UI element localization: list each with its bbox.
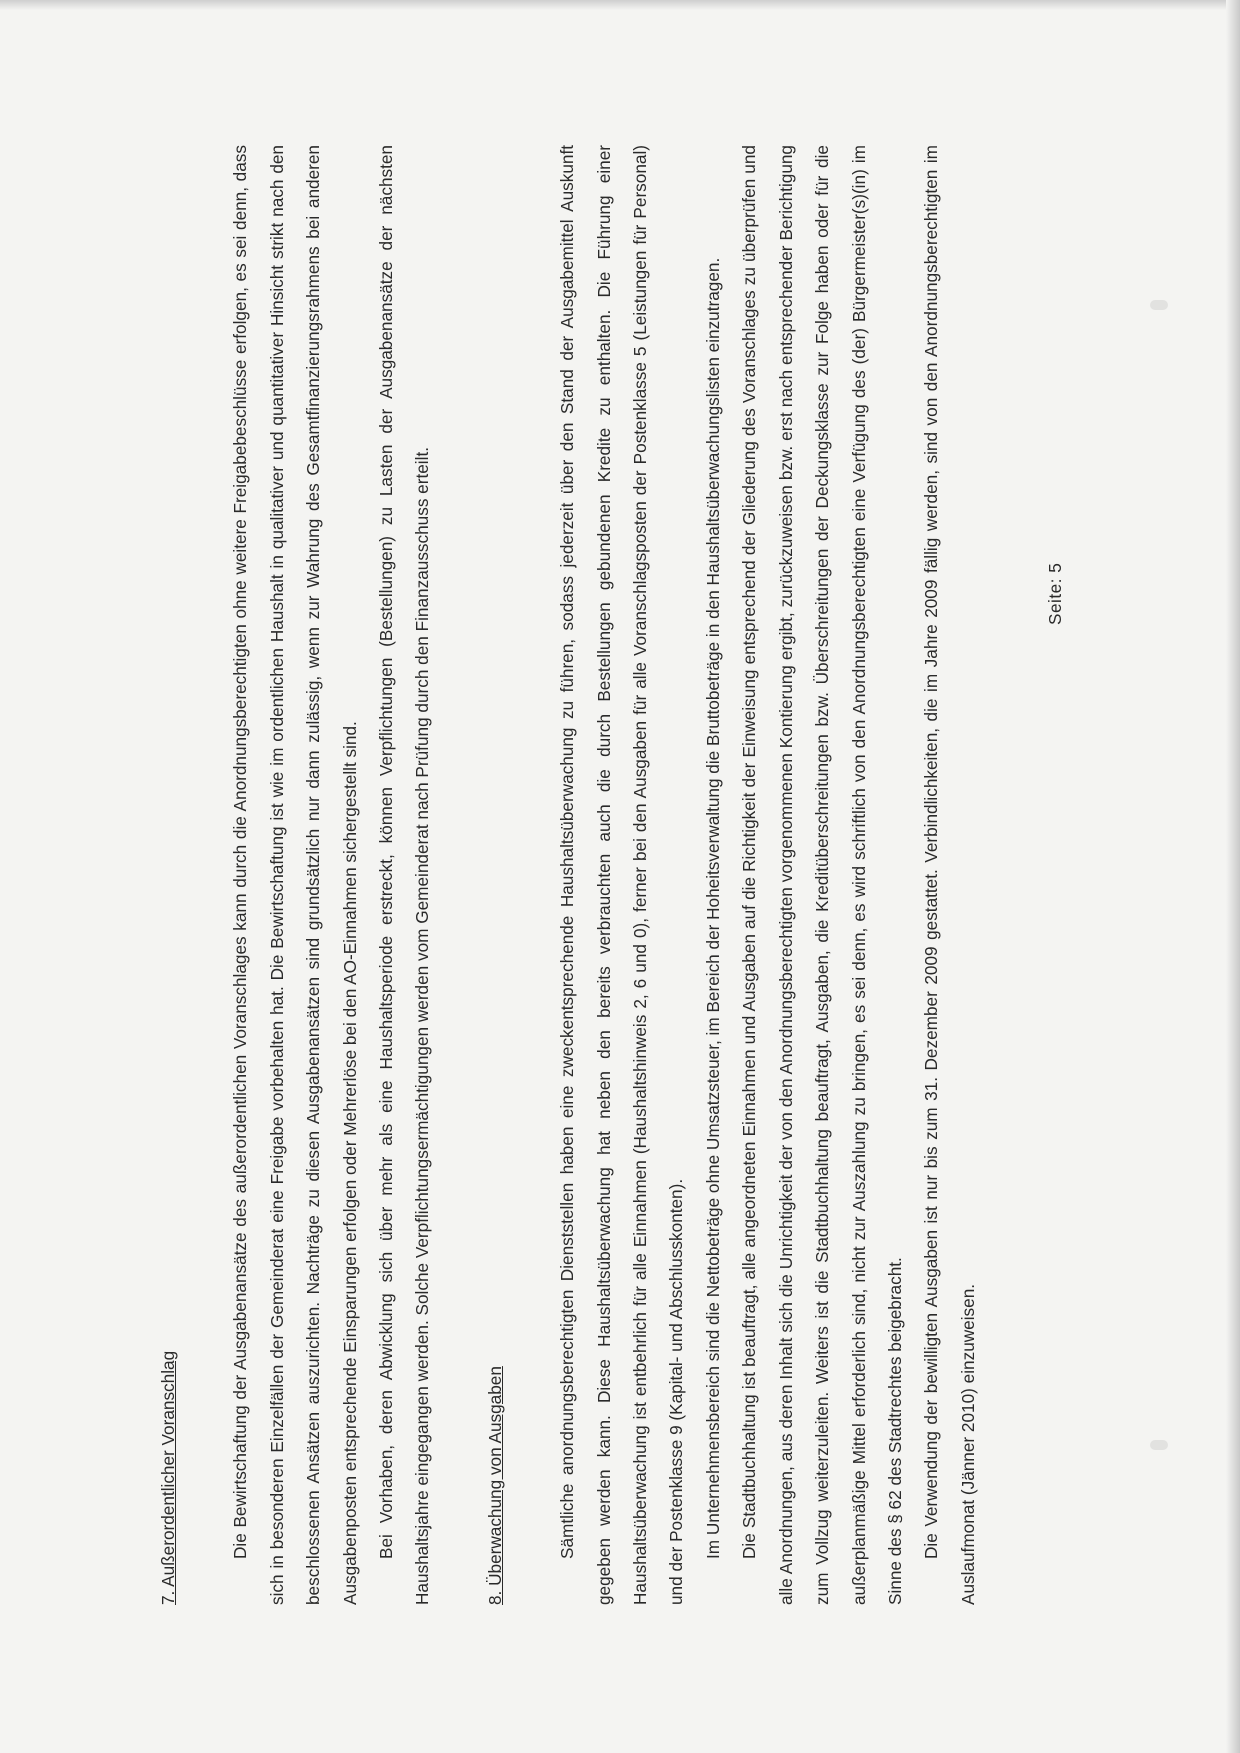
paragraph: Die Bewirtschaftung der Ausgabenansätze des außerordentlichen Voranschlages kann durch die Anordnungsberechtigten ohne weitere Freigabebeschlüsse erfolgen, es sei denn, dass sich in besonderen Einzelfällen der Gemeinderat eine Freigabe vorbehalten hat. Die Bewirtschaftung ist wie im ordentlichen Haushalt in qualitativer und quantitativer Hinsicht strikt nach den beschlossenen Ansätzen auszurichten. Nachträge zu diesen Ausgabenansätzen sind grundsätzlich nur dann zulässig, wenn zur Wahrung des Gesamtfinanzierungsrahmens bei anderen Ausgabenposten entsprechende Einsparungen erfolgen oder Mehrerlöse bei den AO-Einnahmen sichergestellt sind. [230, 145, 360, 1605]
paragraph: Sämtliche anordnungsberechtigten Dienststellen haben eine zweckentsprechende Haushaltsüberwachung zu führen, sodass jederzeit über den Stand der Ausgabemittel Auskunft gegeben werden kann. Diese Haushaltsüberwachung hat neben den bereits verbrauchten auch die durch Bestellungen gebundenen Kredite zu enthalten. Die Führung einer Haushaltsüberwachung ist entbehrlich für alle Einnahmen (Haushaltshinweis 2, 6 und 0), ferner bei den Ausgaben für alle Voranschlagsposten der Postenklasse 5 (Leistungen für Personal) und der Postenklasse 9 (Kapital- und Abschlusskonten). [557, 145, 687, 1605]
paragraph: Die Stadtbuchhaltung ist beauftragt, alle angeordneten Einnahmen und Ausgaben auf die Richtigkeit der Einweisung entsprechend der Gliederung des Voranschlages zu überprüfen und alle Anordnungen, aus deren Inhalt sich die Unrichtigkeit der von den Anordnungsberechtigten vorgenommenen Kontierung ergibt, zurückzuweisen bzw. erst nach entsprechender Berichtigung zum Vollzug weiterzuleiten. Weiters ist die Stadtbuchhaltung beauftragt, Ausgaben, die Kreditüberschreitungen bzw. Überschreitungen der Deckungsklasse zur Folge haben oder für die außerplanmäßige Mittel erforderlich sind, nicht zur Auszahlung zu bringen, es sei denn, es wird schriftlich von den Anordnungsberechtigten eine Verfügung des (der) Bürgermeister(s)(in) im Sinne des § 62 des Stadtrechtes beigebracht. [739, 145, 905, 1605]
section-heading: 7. Außerordentlicher Voranschlag [158, 1350, 178, 1605]
paragraph: Im Unternehmensbereich sind die Nettobeträge ohne Umsatzsteuer, im Bereich der Hoheitsverwaltung die Bruttobeträge in den Haushaltsüberwachungslisten einzutragen. [702, 257, 723, 1559]
section-heading: 8. Überwachung von Ausgaben [484, 1366, 505, 1605]
page-number: Seite: 5 [1045, 562, 1065, 625]
section-7 [150, 145, 441, 1605]
paragraph: Die Verwendung der bewilligten Ausgaben ist nur bis zum 31. Dezember 2009 gestattet. Verbindlichkeiten, die im Jahre 2009 fällig werden, sind von den Anordnungsberechtigten im Auslaufmonat (Jänner 2010) einzuweisen. [921, 145, 978, 1605]
section-8 [477, 145, 986, 1605]
paragraph: Bei Vorhaben, deren Abwicklung sich über mehr als eine Haushaltsperiode erstreckt, können Verpflichtungen (Bestellungen) zu Lasten der Ausgabenansätze der nächsten Haushaltsjahre eingegangen werden. Solche Verpflichtungsermächtigungen werden vom Gemeinderat nach Prüfung durch den Finanzausschuss erteilt. [376, 145, 433, 1605]
page-content [150, 145, 986, 1605]
section-gap [441, 145, 477, 1605]
